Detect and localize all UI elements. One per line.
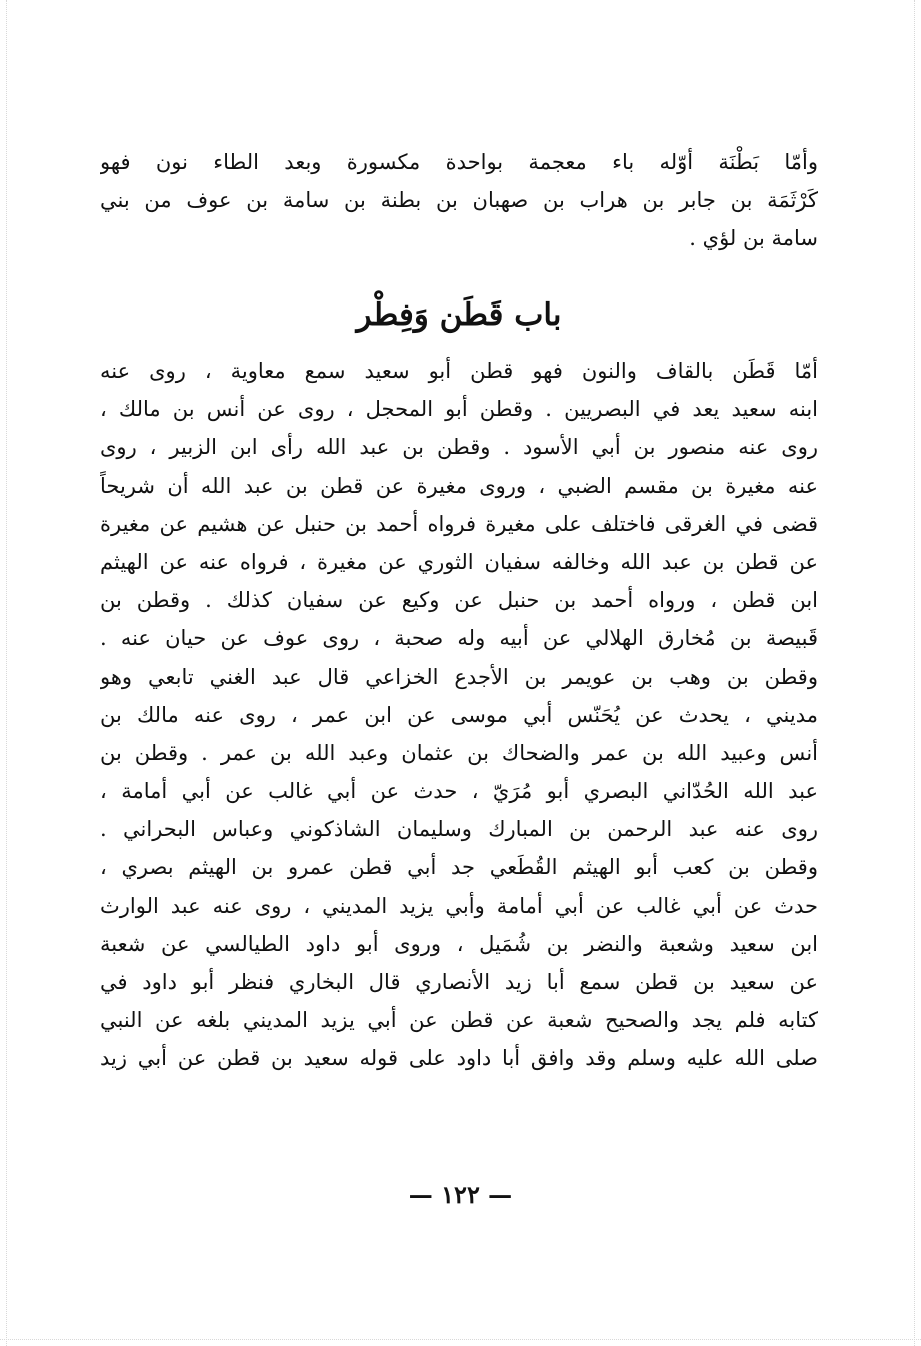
text-line: عبد الله الحُدّاني البصري أبو مُرَيّ ، حدث عن أبي غالب عن أبي أمامة ، [100, 779, 818, 804]
text-line: ابن سعيد وشعبة والنضر بن شُمَيل ، وروى أبو داود الطيالسي عن شعبة [100, 931, 818, 956]
text-line: وأمّا بَطْنَة أوّله باء معجمة بواحدة مكسورة وبعد الطاء نون فهو [100, 150, 818, 174]
text-line: حدث عن أبي غالب عن أبي أمامة وأبي يزيد المديني ، روى عنه عبد الوارث [100, 893, 818, 918]
section-title: باب قَطَن وَفِطْر [356, 297, 562, 333]
text-line: كتابه فلم يجد والصحيح شعبة عن قطن عن أبي يزيد المديني بلغه عن النبي [100, 1008, 818, 1033]
text-line: روى عنه منصور بن أبي الأسود . وقطن بن عبد الله رأى ابن الزبير ، روى [100, 435, 818, 460]
intro-paragraph [100, 143, 818, 258]
text-line: مديني ، يحدث عن يُحَنّس أبي موسى عن ابن عمر ، روى عنه مالك بن [100, 702, 818, 727]
text-line: عن سعيد بن قطن سمع أبا زيد الأنصاري قال البخاري فنظر أبو داود في [100, 970, 818, 994]
text-line: عن قطن بن عبد الله وخالفه سفيان الثوري عن مغيرة ، فرواه عنه عن الهيثم [100, 549, 818, 574]
body-paragraph [100, 352, 818, 1078]
text-line: روى عنه عبد الرحمن بن المبارك وسليمان الشاذكوني وعباس البحراني . [100, 817, 818, 842]
text-line: وقطن بن كعب أبو الهيثم القُطَعي جد أبي قطن عمرو بن الهيثم بصري ، [100, 855, 818, 880]
text-line: قضى في الغرقى فاختلف على مغيرة فرواه أحمد بن حنبل عن هشيم عن مغيرة [100, 511, 818, 536]
text-line: أمّا قَطَن بالقاف والنون فهو قطن أبو سعيد سمع معاوية ، روى عنه [100, 359, 818, 383]
scan-border-left [6, 0, 7, 1346]
text-line: ابنه سعيد يعد في البصريين . وقطن أبو المحجل ، روى عن أنس بن مالك ، [100, 397, 818, 422]
text-line: عنه مغيرة بن مقسم الضبي ، وروى مغيرة عن قطن بن عبد الله أن شريحاً [100, 473, 818, 498]
text-line: صلى الله عليه وسلم وقد وافق أبا داود على قوله سعيد بن قطن عن أبي زيد [100, 1046, 818, 1071]
text-line: قَبيصة بن مُخارق الهلالي عن أبيه وله صحبة ، روى عوف عن حيان عنه . [100, 626, 818, 651]
page-number: — ١٢٢ — [408, 1180, 513, 1209]
text-line: أنس وعبيد الله بن عمر والضحاك بن عثمان وعبد الله بن عمر . وقطن بن [100, 740, 818, 765]
text-line: كَرْثَمَة بن جابر بن هراب بن صهبان بن بطنة بن سامة بن عوف من بني [100, 188, 818, 213]
scan-border-bottom [0, 1339, 921, 1340]
text-line: وقطن بن وهب بن عويمر بن الأجدع الخزاعي قال عبد الغني تابعي وهو [100, 664, 818, 689]
text-line: ابن قطن ، ورواه أحمد بن حنبل عن وكيع عن سفيان كذلك . وقطن بن [100, 588, 818, 613]
scan-border-right [914, 0, 915, 1346]
text-line: سامة بن لؤي . [689, 226, 818, 251]
